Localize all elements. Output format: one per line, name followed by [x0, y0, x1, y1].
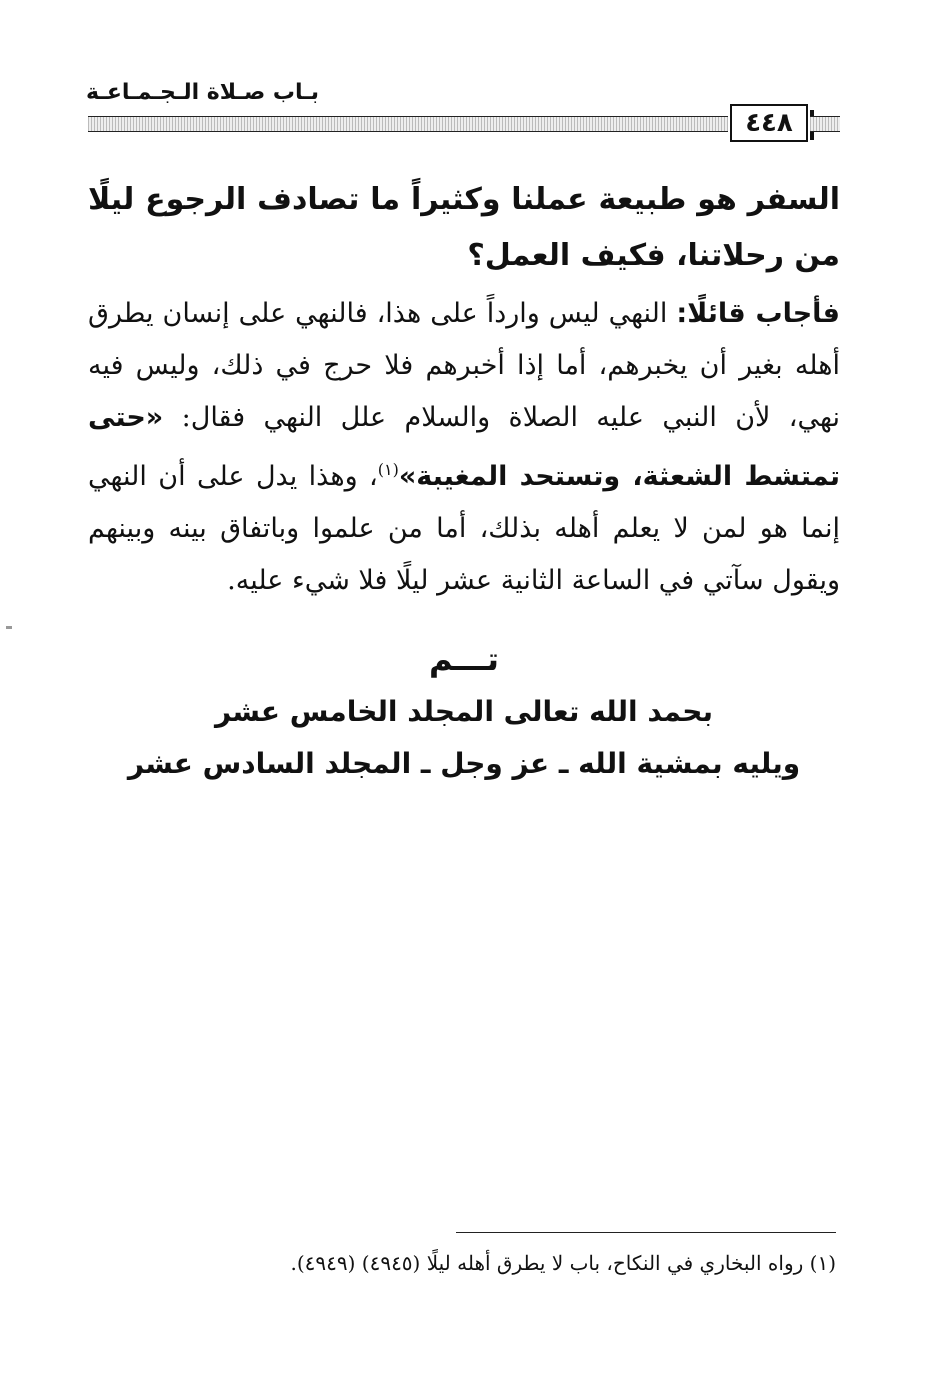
answer-paragraph: [88, 288, 840, 607]
header-rule: [88, 116, 728, 132]
footnote-reference: (١): [377, 460, 399, 479]
closing-line-2: ويليه بمشية الله ـ عز وجل ـ المجلد السادس عشر: [127, 747, 801, 780]
header-rule-right: [810, 116, 840, 132]
answer-text-part1: النهي ليس وارداً على هذا، فالنهي على إنسان يطرق أهله بغير أن يخبرهم، أما إذا أخبرهم فلا حرج في ذلك، وليس فيه نهي، لأن النبي عليه الصلاة والسلام علل النهي فقال:: [88, 298, 840, 433]
footnote-separator: [456, 1232, 836, 1233]
closing-line-1: بحمد الله تعالى المجلد الخامس عشر: [215, 695, 713, 728]
question-paragraph: السفر هو طبيعة عملنا وكثيراً ما تصادف الرجوع ليلًا من رحلاتنا، فكيف العمل؟: [88, 182, 840, 273]
answer-text-part2: ، وهذا يدل على أن النهي إنما هو لمن لا يعلم أهله بذلك، أما من علموا وباتفاق بينه وبينهم ويقول سآتي في الساعة الثانية عشر ليلًا فلا شيء عليه.: [88, 461, 840, 596]
page-number: ٤٤٨: [730, 104, 808, 142]
footnote: (١) رواه البخاري في النكاح، باب لا يطرق أهله ليلًا (٤٩٤٥) (٤٩٤٩).: [290, 1251, 836, 1275]
answer-lead: فأجاب قائلًا:: [676, 298, 840, 329]
closing-block: [88, 632, 840, 790]
closing-tamm: تـــم: [429, 640, 499, 678]
chapter-title: بـاب صـلاة الـجـمـاعـة: [86, 80, 320, 105]
hadith-quote: «حتى تمتشط الشعثة، وتستحد المغيبة»: [88, 402, 840, 492]
scan-mark: [6, 626, 12, 629]
main-text: [88, 172, 840, 607]
